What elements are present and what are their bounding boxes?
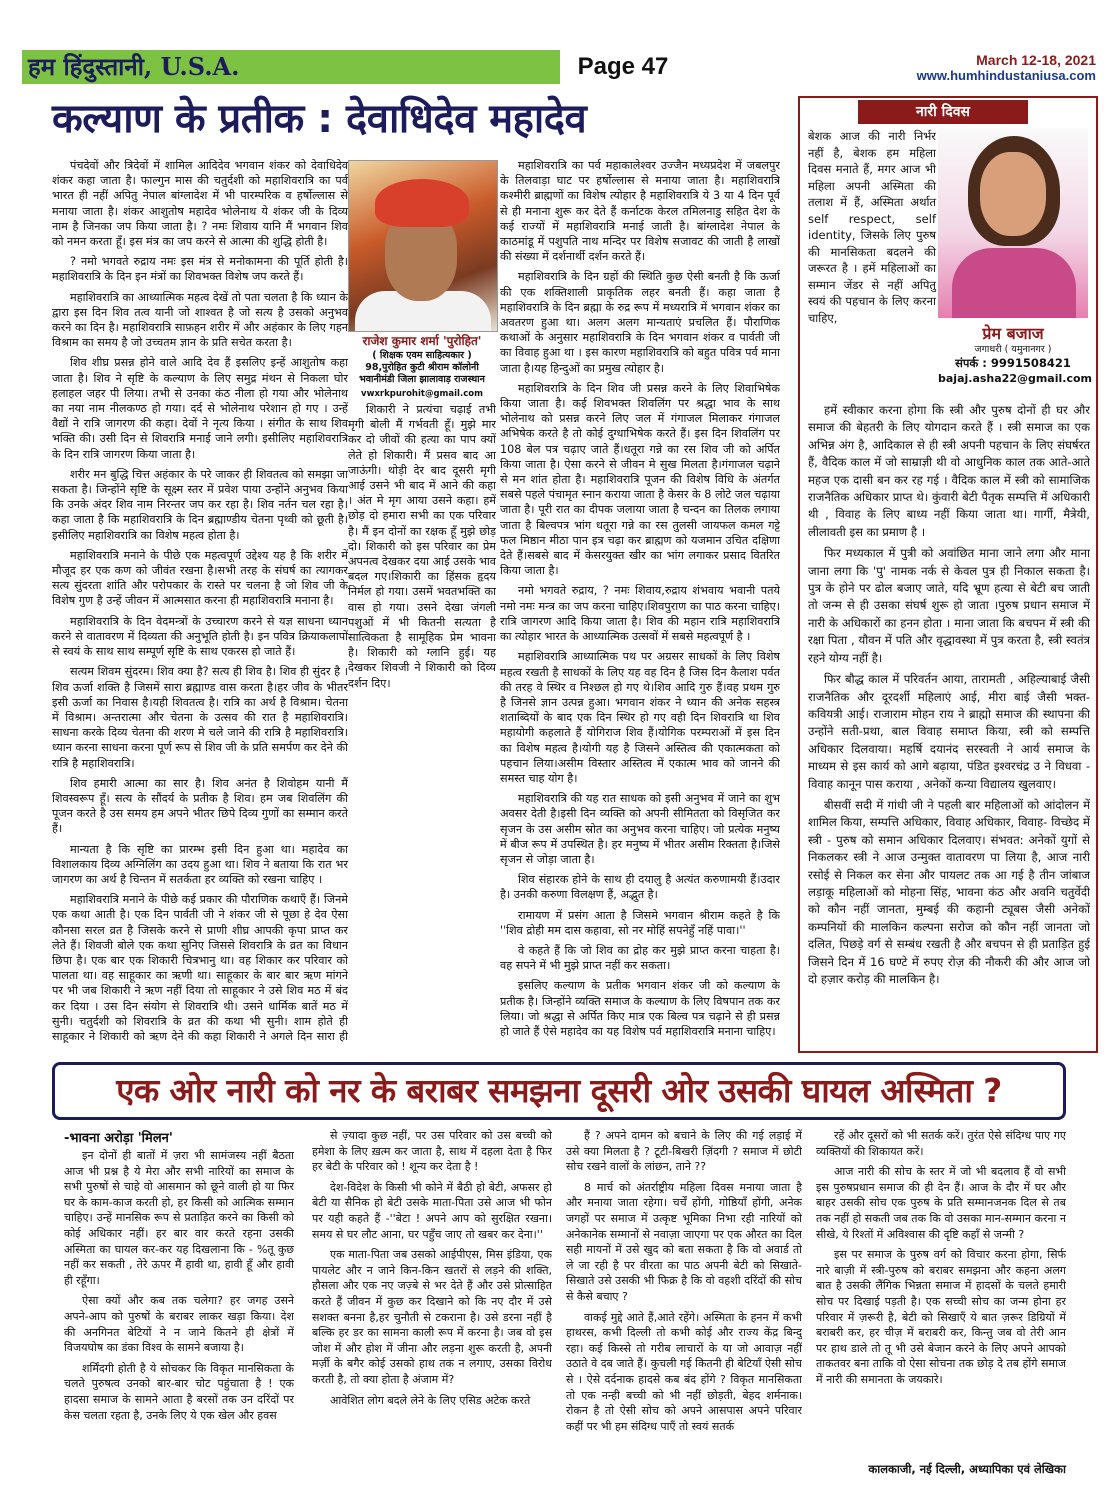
sidebar-email[interactable]: bajaj.asha22@gmail.com (938, 372, 1092, 385)
sidebar-author-place: जगाधरी ( यमुनानगर ) (974, 344, 1052, 355)
author-email[interactable]: vwxrkpurohit@gmail.com (361, 389, 483, 399)
article2-column-1 (64, 1148, 294, 1480)
sidebar-contact: संपर्क : 9991508421 (955, 356, 1071, 370)
article2-column-2 (312, 1128, 552, 1480)
paragraph: ? नमो भगवते रुद्राय नमः इस मंत्र से मनोकामना की पूर्ति होती है। महाशिवरात्रि के दिन इन मंत्रों का शिवभक्त विशेष जप करते हैं। (52, 255, 348, 284)
paragraph: रहें और दूसरों को भी सतर्क करें। तुरंत ऐसे संदिग्ध पाए गए व्यक्तियों की शिकायत करें। (816, 1129, 1066, 1158)
paragraph: फिर मध्यकाल में पुत्री को अवांछित माना जाने लगा और माना जाना लगा कि 'पु' नामक नर्क से केवल पुत्र ही निकाल सकता है। पुत्र के होने पर ढोल बजाए जाते, यदि भ्रूण हत्या से बेटी बच जाती तो जन्म से ही उसका संघर्ष शुरू हो जाता ।पुरुष प्रधान समाज में नारी के अधिकारों का हनन होता । माना जाता कि बचपन में स्त्री की रक्षा पिता , यौवन में पति और वृद्धावस्था में पुत्र करता है, स्त्री स्वतंत्र रहने योग्य नहीं है। (808, 546, 1090, 665)
article-headline: कल्याण के प्रतीक : देवाधिदेव महादेव (52, 96, 587, 142)
paragraph: महाशिवरात्रि के दिन शिव जी प्रसन्न करने के लिए शिवाभिषेक किया जाता है। कई शिवभक्त शिवलिंग पर श्रद्धा भाव के साथ भोलेनाथ को प्रसन्न करने लिए जल में गंगाजल मिलाकर गंगाजल अभिषेक करते है तो कोई दुग्धाभिषेक करते हैं। इस दिन शिवलिंग पर 108 बेल पत्र चढ़ाए जाते हैं।धतूरा गन्ने का रस शिव जी को अर्पित किया जाता है। ऐसा करने से जीवन मे सुख मिलता है।गंगाजल चढ़ाने से मन शांत होता है। महाशिवरात्रि पूजन की विशेष विधि के अंतर्गत सबसे पहले पंचामृत स्नान कराया जाता है केसर के 8 लोटे जल चढ़ाया जाता है। पूरी रात का दीपक जलाया जाता है चन्दन का तिलक लगाया जाता है बिल्वपत्र भांग धतूरा गन्ने का रस तुलसी जायफल कमल गट्टे फल मिष्ठान मीठा पान इत्र चढ़ा कर ब्राह्मण को यजमान उचित दक्षिणा देते हैं।सबसे बाद में केसरयुक्त खीर का भांग लगाकर प्रसाद वितरित किया जाता है। (500, 381, 780, 578)
paragraph: महाशिवरात्रि की यह रात साधक को इसी अनुभव में जाने का शुभ अवसर देती है।इसी दिन व्यक्ति को अपनी सीमितता को विसृजित कर सृजन के उस असीम स्रोत का अनुभव करना चाहिए। जो प्रत्येक मनुष्य में बीज रूप में उपस्थित है। हर मनुष्य में भीतर असीम रिक्तता है।जिसे सृजन से जोड़ा जाता है। (500, 792, 780, 866)
article2-column-4 (816, 1128, 1066, 1460)
paragraph: वे कहते हैं कि जो शिव का द्रोह कर मुझे प्राप्त करना चाहता है। वह सपने में भी मुझे प्राप्त नहीं कर सकता। (500, 943, 780, 973)
paragraph: महाशिवरात्रि का आध्यात्मिक महत्व देखें तो पता चलता है कि ध्यान के द्वारा इस दिन शिव तत्व यानी जो शाश्वत है जो सत्य है उसको अनुभव करने का दिन है। महाशिवरात्रि साफ़हन शरीर में और अहंकार के लिए गहन विश्राम का समय है जो उच्चतम ज्ञान के प्रति सचेत करता है। (52, 290, 348, 350)
author-name: राजेश कुमार शर्मा 'पुरोहित' (362, 334, 482, 348)
paragraph: 8 मार्च को अंतर्राष्ट्रीय महिला दिवस मनाया जाता है और मनाया जाता रहेगा। चर्चें होंगी, गोष्ठियाँ होंगी, अनेक जगहों पर समाज में उत्कृष्ट भूमिका निभा रही नारियों को अनेकानेक सम्मानों से नवाज़ा जाएगा पर एक औरत का दिल सही मायनों में उसे खुद को बता सकता है कि वो अवार्ड तो ले जा रही है पर वीरता का पाठ अपनी बेटी को सिखाते-सिखाते उसे उसकी भी फिक्र है कि वो वहशी दरिंदों की सोच से कैसे बचाए ? (566, 1180, 802, 1303)
author-address-line-2: भवानीमंडी जिला झालावाड़ राजस्थान (359, 374, 485, 385)
article-column-1 (52, 158, 348, 1043)
sidebar-author-photo (938, 128, 1088, 318)
paragraph: नमो भगवते रुद्राय, ? नमः शिवाय,रुद्राय शंभवाय भवानी पतये नमो नमः मन्त्र का जप करना चाहिए।शिवपुराण का पाठ करना चाहिए। रात्रि जागरण आदि किया जाता है। शिव की महान रात्रि महाशिवरात्रि का त्योहार भारत के आध्यात्मिक उत्सवों में सबसे महत्वपूर्ण है । (500, 584, 780, 644)
paragraph: बीसवीं सदी में गांधी जी ने पहली बार महिलाओं को आंदोलन में शामिल किया, सम्पत्ति अधिकार, विवाह अधिकार, विवाह- विच्छेद में स्त्री - पुरुष को समान अधिकार दिलवाए। संभवत: अनेकों युगों से निकलकर स्त्री ने आज उन्मुक्त वातावरण पा लिया है, आज नारी रसोई से निकल कर सेना और पायलट तक आ गई है तीन जांबाज लड़ाकू महिलाओं को मोहना सिंह, भावना कंठ और अवनि चतुर्वेदी को कौन नहीं जानता, मुम्बई की कहानी ट्यूबस जैसी अनेकों कम्पनियों की मालकिन कल्पना सरोज को कौन नहीं जानता जो दलित, पिछड़े वर्ग से सम्बंध रखती है और बचपन से ही प्रताड़ित हुई जिसने दिन में 16 घण्टे में रुपए रोज़ की नौकरी की और आज जो दो हज़ार करोड़ की मालकिन है। (808, 797, 1090, 986)
paragraph: शिव हमारी आत्मा का सार है। शिव अनंत है शिवोहम यानी मैं शिवस्वरूप हूँ। सत्य के सौंदर्य के प्रतीक है शिव। हम जब शिवलिंग की पूजन करते है उस समय हम अपने भीतर छिपे दिव्य गुणों का सम्मान करते हैं। (52, 776, 348, 836)
paragraph: आवेशित लोग बदले लेने के लिए एसिड अटेक करते (330, 1393, 531, 1407)
paragraph: रामायण में प्रसंग आता है जिसमे भगवान श्रीराम कहते है कि ''शिव द्रोही मम दास कहावा, सो नर मोहिं सपनेहुँ नहिं पावा।'' (500, 908, 780, 937)
paragraph: से ज़्यादा कुछ नहीं, पर उस परिवार को उस बच्ची को हमेशा के लिए ख़त्म कर जाता है, साथ में दहला देता है फिर हर बेटी के परिवार को ! शून्य कर देता है ! (312, 1129, 552, 1174)
author-photo (348, 160, 498, 332)
author-role: ( शिक्षक एवम साहित्यकार ) (372, 350, 472, 361)
paragraph: पंचदेवों और त्रिदेवों में शामिल आदिदेव भगवान शंकर को देवाधिदेव शंकर कहा जाता है। फाल्गुन मास की चतुर्दशी को महाशिवरात्रि का पर्व भारत ही नहीं अपितु नेपाल बांग्लादेश में भी पारम्परिक व हर्षोल्लास से मनाया जाता है। शंकर आशुतोष महादेव भोलेनाथ ये शंकर जी के दिव्य नाम है जिनका जप किया जाता है। ? नमः शिवाय यानि मैं भगवान शिव को नमन करता हूँ। इस मंत्र का जप करने से आत्मा की शुद्धि होती है। (52, 159, 348, 249)
paragraph: हैं ? अपने दामन को बचाने के लिए की गई लड़ाई में उसे क्या मिलता है ? टूटी-बिखरी ज़िंदगी ? समाज में छोटी सोच रखने वालों के लांछन, ताने ?? (566, 1129, 802, 1174)
paragraph: शिव शीघ्र प्रसन्न होने वाले आदि देव हैं इसलिए इन्हें आशुतोष कहा जाता है। शिव ने सृष्टि के कल्याण के लिए समुद्र मंथन से निकला घोर हलाहल जहर पी लिया। तभी से उनका कंठ नीला हो गया और भोलेनाथ का नया नाम नीलकण्ठ हो गया। दर्द से भोलेनाथ परेशान हो गए । उन्हें वैद्यों ने रात्रि जागरण की कहा। देवों ने नृत्य किया । संगीत के साथ शिव भक्ति की। उसी दिन से शिवरात्रि मनाई जाने लगी। इसीलिए महाशिवरात्रि के दिन रात्रि जागरण किया जाता है। (52, 356, 348, 461)
paragraph: शिव संहारक होने के साथ ही दयालु है अत्यंत करुणामयी हैं।उदार है। उनकी करुणा विलक्षण हैं, अद्भुत है। (500, 873, 780, 902)
paragraph: महाशिवरात्रि आध्यात्मिक पथ पर अग्रसर साधकों के लिए विशेष महत्व रखती है साधकों के लिए यह वह दिन है जिस दिन कैलाश पर्वत की तरह वे स्थिर व निश्छल हो गए थे।शिव आदि गुरु हैं।वह प्रथम गुरु है जिनसे ज्ञान उत्पन्न हुआ। भगवान शंकर ने ध्यान की अनेक सहस्त्र शताब्दियों के बाद एक दिन स्थिर हो गए वही दिन शिवरात्रि था शिव महायोगी कहलाते हैं योगिराज शिव हैं।योगिक परम्पराओं में इस दिन का विशेष महत्व है।योगी यह है जिसने अस्तित्व की एकात्मकता को पहचान लिया।असीम विस्तार अस्तित्व में एकात्म भाव को जानने की समस्त चाह योग है। (500, 650, 780, 785)
article2-headline: एक ओर नारी को नर के बराबर समझना दूसरी ओर उसकी घायल अस्मिता ? (116, 1071, 1002, 1110)
paragraph: ऐसा क्यों और कब तक चलेगा? हर जगह उसने अपने-आप को पुरुषों के बराबर लाकर खड़ा किया। देश की अनगिनत बेटियों ने न जाने कितने ही क्षेत्रों में विजयघोष का डंका विश्व के सामने बजाया है। (64, 1294, 294, 1355)
paragraph: शिकारी ने प्रत्यंचा चढ़ाई तभी मृगी बोली मैं गर्भवती हूँ। मुझे मार कर दो जीवों की हत्या का पाप क्यों लेते हो शिकारी। मैं प्रसव बाद आ जाऊंगी। थोड़ी देर बाद दूसरी मृगी आई उसने भी बाद में आने की कहा । अंत मे मृग आया उसने कहा। हमें छोड़ दो हमारा सभी का एक परिवार है। मैं इन दोनों का रक्षक हूँ मुझे छोड़ दो। शिकारी को इस परिवार का प्रेम अपनत्व देखकर दया आई उसके भाव बदल गए।शिकारी का हिंसक हृदय निर्मल हो गया। उसमें भवतभक्ति का वास हो गया। उसने देखा जंगली पशुओं में भी कितनी सत्यता है सात्विकता है सामूहिक प्रेम भावना है। शिकारी को ग्लानि हुई। यह देखकर शिवजी ने शिकारी को दिव्य दर्शन दिए। (348, 403, 496, 690)
article-column-middle (348, 402, 496, 1043)
paragraph: हमें स्वीकार करना होगा कि स्त्री और पुरुष दोनों ही घर और समाज की बेहतरी के लिए योगदान करते हैं । स्त्री समाज का एक अभिन्न अंग है, आदिकाल से ही स्त्री अपनी पहचान के लिए संघर्षरत हैं, वैदिक काल में जो साम्राज्ञी थी वो आधुनिक काल तक आते-आते महज एक दासी बन कर रह गई । वैदिक काल में स्त्री को सामाजिक राजनैतिक अधिकार प्राप्त थे। कुंवारी बेटी पैतृक सम्पत्ति में अधिकारी थी , विवाह के लिए बाध्य नहीं किया जाता था। गार्गी, मैत्रेयी, लीलावती इस का प्रमाण है । (808, 403, 1090, 539)
paragraph: महाशिवरात्रि के दिन ग्रहों की स्थिति कुछ ऐसी बनती है कि ऊर्जा की एक शक्तिशाली प्राकृतिक लहर बनती हैं। कहा जाता है महाशिवरात्रि के दिन ब्रह्मा के रुद्र रूप में मध्यरात्रि में भगवान शंकर का अवतरण हुआ था। अलग अलग मान्यताएं प्रचलित हैं। पौराणिक कथाओं के अनुसार महाशिवरात्रि के दिन भगवान शंकर व पार्वती जी का विवाह हुआ था । इस कारण महाशिवरात्रि को बहुत पवित्र पर्व माना जाता है।यह हिन्दुओं का प्रमुख त्योहार है। (500, 270, 780, 375)
sidebar-body (808, 402, 1090, 1046)
article2-signoff: कालकाजी, नई दिल्ली, अध्यापिका एवं लेखिका (868, 1462, 1066, 1476)
paragraph: महाशिवरात्रि मनाने के पीछे एक महत्वपूर्ण उद्देश्य यह है कि शरीर में मौजूद हर एक कण को जीवंत रखना है।सभी तरह के संघर्ष का त्यागकर सत्य सुंदरता शांति और परोपकार के रास्ते पर चलना है जो शिव जी के विशेष गुण है उन्हें जीवन में आत्मसात करना ही महाशिवरात्रि मनाना है। (52, 548, 348, 608)
paragraph: वाकई मुद्दे आते हैं,आते रहेंगे। अस्मिता के हनन में कभी हाथरस, कभी दिल्ली तो कभी कोई और राज्य केंद्र बिन्दु रहा। कई किस्से तो गरीब लाचारों के या जो आवाज़ नहीं उठाते वे दब जाते हैं। कुचली गई कितनी ही बेटियाँ ऐसी सोच से । ऐसे दर्दनाक हादसे कब बंद होंगे ? विकृत मानसिकता तो एक नन्ही बच्ची को भी नहीं छोड़ती, बेहद शर्मनाक। रोकन है तो ऐसी सोच को अपने आसपास अपने परिवार कहीं पर भी हम संदिग्ध पाएँ तो स्वयं सतर्क (566, 1310, 802, 1433)
sidebar-intro: बेशक आज की नारी निर्भर नहीं है, बेशक हम महिला दिवस मनाते हैं, मगर आज भी महिला अपनी अस्मिता की तलाश में हैं, अस्मिता अर्थात self respect, self identity, जिसके लिए पुरुष की मानसिकता बदलने की जरूरत है । हमें महिलाओं का सम्मान जेंडर से नहीं अपितु स्वयं की पहचान के लिए करना चाहिए, (808, 129, 936, 325)
page-number: Page 47 (560, 50, 686, 84)
paragraph: शर्मिंदगी होती है ये सोचकर कि विकृत मानसिकता के चलते पुरुषत्व उनको बार-बार चोट पहुंचाता है ! एक हादसा समाज के सामने आता है बरसों तक उन दरिंदों पर केस चलता रहता है, उनके लिए ये एक खेल और हवस (64, 1361, 294, 1422)
photo-turban (375, 179, 469, 227)
paragraph: एक माता-पिता जब उसको आईपीएस, मिस इंडिया, एक पायलेट और न जाने किन-किन खतरों से लड़ने की शक्ति, हौसला और एक नए जज़्बे से भर देते हैं और उसे प्रोत्साहित करते हैं जीवन में कुछ कर दिखाने को कि नए दौर में उसे सशक्त बनना है,हर चुनौती से टकराना है। उसे डरना नहीं है बल्कि हर डर का सामना काली रूप में करना है। जब वो इस जोश में और होश में जीना और लड़ना शुरू करती है, अपनी मर्ज़ी के बगैर कोई उसको हाथ तक न लगाए, उसका विरोध करती है, तो क्या होता है अंजाम में? (312, 1248, 552, 1386)
website-url[interactable]: www.humhindustaniusa.com (916, 68, 1096, 83)
paragraph: फिर बौद्ध काल में परिवर्तन आया, तारामती , अहिल्याबाई जैसी राजनैतिक और दूरदर्शी महिलाएं आई, मीरा बाई जैसी भक्त- कवियत्री आई। राजाराम मोहन राय ने ब्राह्मो समाज की स्थापना की उन्होंने सती-प्रथा, बाल विवाह समाप्त किया, स्त्री को सम्पत्ति अधिकार दिलवाया। महर्षि दयानंद सरस्वती ने आर्य समाज के माध्यम से इस कार्य को आगे बढ़ाया, पंडित इश्वरचंद्र उ ने विधवा - विवाह कानून पास कराया , अनेकों कन्या विद्यालय खुलवाए। (808, 672, 1090, 791)
sidebar-tag: नारी दिवस (858, 100, 1028, 124)
paragraph: आज नारी की सोच के स्तर में जो भी बदलाव हैं वो सभी इस पुरुषप्रधान समाज की ही देन हैं। आज के दौर में घर और बाहर उसकी सोच एक पुरुष के प्रति सम्मानजनक दिल से तब तक नहीं हो सकती जब तक कि वो उसका मान-सम्मान करना न सीखे, ये रिश्तों में अविश्वास की दृष्टि कहाँ से जन्मी ? (816, 1165, 1066, 1241)
sidebar-author-name: प्रेम बजाज (982, 324, 1044, 343)
paragraph: महाशिवरात्रि मनाने के पीछे कई प्रकार की पौराणिक कथाएँ हैं। जिनमे एक कथा आती है। एक दिन पार्वती जी ने शंकर जी से पूछा हे देव ऐसा कौनसा सरल व्रत है जिसके करने से प्राणी शीघ्र आपकी कृपा प्राप्त कर लेते हैं। शिवजी बोले एक कथा सुनिए जिससे शिवरात्रि के व्रत का विधान छिपा है। एक बार एक शिकारी चित्रभानु था। वह शिकार कर परिवार को पालता था। वह साहूकार का ऋणी था। साहूकार के बार बार ऋण मांगने पर भी जब शिकारी ने ऋण नहीं दिया तो साहूकार ने उसे शिव मठ में बंद कर दिया । उस दिन संयोग से शिवरात्रि थी। उसने धार्मिक बातें मठ में सुनी। चतुर्दशी को शिवरात्रि के व्रत की कथा भी सुनी। शाम होते ही साहूकार ने शिकारी को ऋण देने की कहा शिकारी ने अगले दिन सारा ही (52, 893, 348, 1043)
newspaper-name: हम हिंदुस्तानी, U.S.A. (28, 52, 240, 81)
paragraph: देश-विदेश के किसी भी कोने में बैठी हो बेटी, अफसर हो बेटी या सैनिक हो बेटी उसके माता-पिता उसे आज भी फोन पर यही कहते हैं -''बेटा ! अपने आप को सुरक्षित रखना। समय से घर लौट आना, घर पहुँच जाए तो खबर कर देना।'' (312, 1180, 552, 1241)
paragraph: मान्यता है कि सृष्टि का प्रारम्भ इसी दिन हुआ था। महादेव का विशालकाय दिव्य अग्निलिंग का उदय हुआ था। शिव ने बताया कि रात भर जागरण का अर्थ है चिन्तन में सतर्कता हर व्यक्ति को रखना चाहिए । (52, 842, 348, 886)
article-column-2 (500, 158, 780, 1043)
paragraph: इन दोनों ही बातों में ज़रा भी सामंजस्य नहीं बैठता आज भी प्रश्न है ये मेरा और सभी नारियों का समाज के सभी पुरुषों से चाहे वो आसमान को छूने वाली हो या फिर घर के काम-काज करती हो, हर किसी को आत्मिक सम्मान चाहिए। उन्हें मानसिक रूप से प्रताड़ित करने का किसी को कोई अधिकार नहीं। हर बार वार करते रहना उसकी अस्मिता का घायल कर-कर यह दिखलाना कि - %तू कुछ नहीं कर सकती , तेरे ऊपर मैं हावी था, हावी हूँ और हावी ही रहूँगा। (64, 1149, 294, 1287)
paragraph: इस पर समाज के पुरुष वर्ग को विचार करना होगा, सिर्फ नारे बाज़ी में स्त्री-पुरुष को बराबर समझना और कहना अलग बात है उसकी लैंगिक भिन्नता समाज में हादसों के चलते हमारी सोच पर दिखाई पड़ती है। एक सच्ची सोच का जन्म होना हर परिवार में ज़रूरी है, बेटी को सिखाएँ ये बात ज़रूर डिग्रियों में बराबरी कर, हर चीज़ में बराबरी कर, किन्तु जब वो तेरी आन पर हाथ डाले तो तू भी उसे बेजान करने के लिए अपने आपको ताकतवर बना ताकि वो ऐसा सोचना तक छोड़ दे तब होंगे समाज में नारी की समानता के जयकारे। (816, 1248, 1066, 1386)
author-details (348, 350, 496, 386)
paragraph: सत्यम शिवम सुंदरम। शिव क्या है? सत्य ही शिव है। शिव ही सुंदर है । शिव ऊर्जा शक्ति है जिसमें सारा ब्रह्माण्ड वास करता है।हर जीव के भीतर इसी ऊर्जा का निवास है।यही शिवतत्व है। रात्रि का अर्थ है विश्राम। चेतना में विश्राम। अन्तरात्मा और चेतना के उत्सव की रात है महाशिवरात्रि। साधना करके दिव्य चेतना की शरण मे चले जाने की रात्रि है महाशिवरात्रि।ध्यान करना साधना करना पूर्ण रूप से शिव जी के प्रति समर्पण कर देने की रात्रि है महाशिवरात्रि। (52, 665, 348, 770)
masthead (0, 0, 1118, 92)
author-address-line-1: 98,पुरोहित कुटी श्रीराम कॉलोनी (365, 362, 479, 373)
paragraph: महाशिवरात्रि के दिन वेदमन्त्रों के उच्चारण करने से यज्ञ साधना ध्यान करने से वातावरण में दिव्यता की अनुभूति होती है। इन पवित्र क्रियाकलापों से स्वयं के साथ साथ सम्पूर्ण सृष्टि के साथ एकरस हो जाते हैं। (52, 614, 348, 659)
issue-date: March 12-18, 2021 (976, 52, 1096, 68)
photo-body (952, 248, 1076, 318)
paragraph: इसलिए कल्याण के प्रतीक भगवान शंकर जी को कल्याण के प्रतीक है। जिन्होंने व्यक्ति समाज के कल्याण के लिए विषपान तक कर लिया। जो श्रद्धा से अर्पित किए मात्र एक बिल्व पत्र चढ़ाने से ही प्रसन्न हो जाते हैं ऐसे महादेव का यह विशेष पर्व महाशिवरात्रि मनाना चाहिए। (500, 979, 780, 1038)
article2-column-3 (566, 1128, 802, 1480)
photo-face (980, 152, 1046, 236)
paragraph: शरीर मन बुद्धि चित्त अहंकार के परे जाकर ही शिवतत्व को समझा जा सकता है। जिन्होंने सृष्टि के सूक्ष्म स्तर में प्रवेश पाया उन्होंने अनुभव किया कि उनके अंदर शिव नाम निरन्तर जप कर रहा है। शिव नर्तन चल रहा है। कहा जाता है कि महाशिवरात्रि के दिन ब्रह्माण्डीय चेतना पृथ्वी को छूती है। इसीलिए महाशिवरात्रि का विशेष महत्व होता है। (52, 467, 348, 542)
article2-byline: -भावना अरोड़ा 'मिलन' (64, 1131, 173, 1146)
paragraph: महाशिवरात्रि का पर्व महाकालेश्वर उज्जैन मध्यप्रदेश में जबलपुर के तिलवाड़ा घाट पर हर्षोल्लास से मनाया जाता है। महाशिवरात्रि कश्मीरी ब्राह्मणों का विशेष त्योहार है महाशिवरात्रि ये 3 या 4 दिन पूर्व से ही मनाना शुरू कर देते हैं कर्नाटक केरल तमिलनाडु सहित देश के कई राज्यों में महाशिवरात्रि मनाई जाती है। बांग्लादेश नेपाल के काठमांडू में पशुपति नाथ मन्दिर पर विशेष सजावट की जाती है लाखों की संख्या में दर्शनार्थी दर्शन करते हैं। (500, 159, 780, 264)
